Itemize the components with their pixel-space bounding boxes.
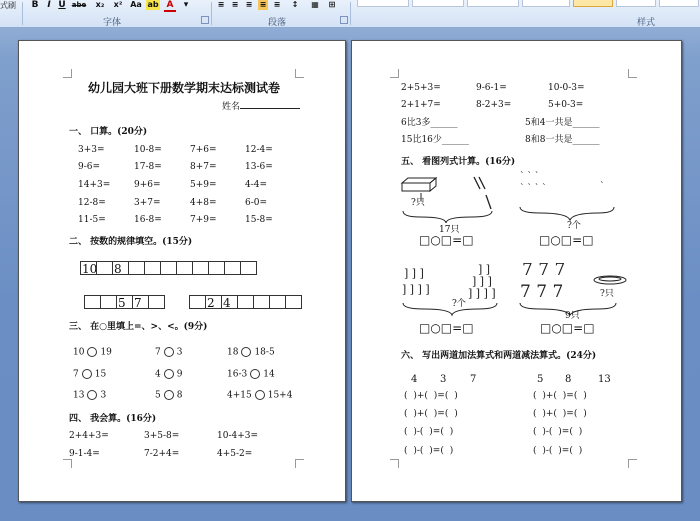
document-page-right [351, 40, 682, 502]
compare-item[interactable] [227, 347, 275, 359]
calc-item[interactable]: 2+1+7= [401, 100, 441, 110]
compare-right: 15+4 [267, 390, 293, 401]
section-3-heading: 三、 在○里填上=、>、<。(9分) [69, 322, 208, 332]
picture-2-question: ?个 [567, 221, 581, 231]
document-page-left [18, 40, 346, 502]
crop-mark [628, 459, 637, 468]
svg-text:] ] ]: ] ] ] [472, 275, 492, 288]
svg-text:] ] ] ]: ] ] ] ] [402, 283, 430, 296]
sequence-cell[interactable] [269, 295, 286, 309]
calc-item[interactable]: 8+7= [190, 162, 217, 172]
calc-item[interactable]: 10-4+3= [217, 431, 259, 441]
compare-circle[interactable] [164, 347, 174, 357]
sequence-cell[interactable] [176, 261, 193, 275]
justify-icon[interactable]: ≡ [259, 0, 267, 9]
calc-item[interactable]: 9+6= [134, 180, 161, 190]
calc-item[interactable]: 15-8= [245, 215, 273, 225]
sequence-cell[interactable] [96, 261, 113, 275]
given-number: 5 [537, 374, 544, 385]
equation-box-3[interactable]: □○□=□ [419, 321, 474, 335]
section-6-heading: 六、 写出两道加法算式和两道减法算式。(24分) [401, 351, 597, 361]
calc-item[interactable]: 13-6= [245, 162, 273, 172]
sequence-cell[interactable] [253, 295, 270, 309]
change-case-button[interactable]: Aa [130, 0, 142, 9]
sequence-cell[interactable] [240, 261, 257, 275]
compare-left: 13 [73, 390, 85, 401]
equation-box-2[interactable]: □○□=□ [539, 233, 594, 247]
superscript-button[interactable]: x² [113, 0, 123, 9]
svg-text:] ] ]: ] ] ] [404, 267, 424, 280]
sequence-cell[interactable]: 10 [82, 262, 98, 276]
compare-circle[interactable] [241, 347, 251, 357]
underline-button[interactable]: U [58, 0, 66, 10]
picture-1-total: 17只 [439, 225, 460, 235]
compare-right: 3 [176, 347, 183, 358]
align-left-icon[interactable]: ≡ [217, 0, 225, 9]
section-2-heading: 二、 按数的规律填空。(15分) [69, 237, 193, 247]
line-spacing-icon[interactable]: ↕ [291, 0, 299, 9]
equation-line[interactable]: ( )+( )=( ) [404, 409, 458, 419]
sequence-cell[interactable] [144, 261, 161, 275]
style-gallery-item[interactable] [659, 0, 699, 7]
picture-4-total: 9只 [565, 311, 580, 321]
equation-line[interactable]: ( )-( )=( ) [404, 446, 454, 456]
given-number: 8 [565, 374, 572, 385]
ribbon-separator [22, 2, 23, 25]
style-gallery-item[interactable] [616, 0, 656, 7]
font-dialog-launcher-icon[interactable] [201, 16, 209, 24]
equation-line[interactable]: ( )-( )=( ) [533, 427, 583, 437]
calc-item[interactable]: 3+3= [78, 145, 105, 155]
crop-mark [295, 69, 304, 78]
calc-item[interactable]: 8-2+3= [476, 100, 512, 110]
equation-line[interactable]: ( )+( )=( ) [533, 409, 587, 419]
sequence-row-2a [85, 295, 165, 309]
sequence-cell[interactable]: 2 [205, 295, 222, 309]
calc-item[interactable]: 3+7= [134, 198, 161, 208]
style-gallery-item[interactable] [412, 0, 464, 7]
char-shading-button[interactable]: ▾ [183, 0, 189, 10]
equation-box-1[interactable]: □○□=□ [419, 233, 474, 247]
sticks-picture [400, 263, 510, 325]
equation-line[interactable]: ( )+( )=( ) [404, 391, 458, 401]
style-gallery-item[interactable] [467, 0, 519, 7]
svg-text:7 7 7: 7 7 7 [522, 263, 566, 280]
bold-button[interactable]: B [31, 0, 39, 10]
sequence-cell[interactable] [160, 261, 177, 275]
font-group-label: 字体 [103, 18, 122, 28]
word-problem[interactable]: 8和8一共是______ [525, 135, 600, 145]
calc-item[interactable]: 6-0= [245, 198, 268, 208]
calc-item[interactable]: 7-2+4= [144, 449, 180, 459]
sequence-row-2b [190, 295, 302, 309]
compare-left: 18 [227, 347, 239, 358]
svg-text:7 7 7: 7 7 7 [520, 282, 564, 302]
compare-item[interactable] [155, 390, 182, 402]
section-1-heading: 一、 口算。(20分) [69, 127, 148, 137]
compare-left: 10 [73, 347, 85, 358]
sequence-cell[interactable] [224, 261, 241, 275]
shading-icon[interactable]: ▦ [311, 0, 319, 9]
style-gallery-item[interactable] [357, 0, 409, 7]
equation-box-4[interactable]: □○□=□ [540, 321, 595, 335]
highlight-button[interactable]: ab [147, 0, 159, 9]
svg-text:] ]: ] ] [478, 263, 491, 276]
compare-right: 9 [176, 369, 183, 380]
compare-right: 18-5 [254, 347, 275, 358]
word-problem[interactable]: 6比3多______ [401, 118, 458, 128]
section-4-heading: 四、 我会算。(16分) [69, 414, 157, 424]
calc-item[interactable]: 9-1-4= [69, 449, 100, 459]
calc-item[interactable]: 4-4= [245, 180, 268, 190]
calc-item[interactable]: 12-8= [78, 198, 106, 208]
calc-item[interactable]: 2+4+3= [69, 431, 109, 441]
given-number: 4 [411, 374, 418, 385]
ribbon-toolbar [0, 0, 700, 28]
calc-item[interactable]: 10-8= [134, 145, 162, 155]
sequence-cell[interactable] [208, 261, 225, 275]
sequence-cell[interactable] [100, 295, 117, 309]
calc-item[interactable]: 12-4= [245, 145, 273, 155]
equation-line[interactable]: ( )-( )=( ) [404, 427, 454, 437]
compare-item[interactable] [155, 347, 182, 359]
given-number: 13 [598, 374, 611, 385]
compare-right: 15 [94, 369, 107, 380]
calc-item[interactable]: 11-5= [78, 215, 106, 225]
compare-item[interactable] [227, 369, 275, 381]
strikethrough-button[interactable]: abe [71, 1, 87, 9]
calc-item[interactable]: 17-8= [134, 162, 162, 172]
compare-left: 5 [155, 390, 161, 401]
calc-item[interactable]: 14+3= [78, 180, 111, 190]
word-problem[interactable]: 5和4一共是______ [525, 118, 600, 128]
equation-line[interactable]: ( )+( )=( ) [533, 391, 587, 401]
align-center-icon[interactable]: ≡ [231, 0, 239, 9]
ribbon-separator [211, 2, 212, 25]
calc-item[interactable]: 7+6= [190, 145, 217, 155]
paragraph-group-label: 段落 [268, 18, 287, 28]
sequence-cell[interactable] [192, 261, 209, 275]
compare-circle[interactable] [87, 390, 97, 400]
compare-item[interactable] [227, 390, 292, 402]
crop-mark [295, 459, 304, 468]
sequence-cell[interactable]: 5 [116, 295, 133, 309]
format-painter-label[interactable]: 式刷 [0, 1, 16, 10]
calc-item[interactable]: 3+5-8= [144, 431, 180, 441]
calc-item[interactable]: 7+9= [190, 215, 217, 225]
svg-text:] ] ] ]: ] ] ] ] [468, 287, 496, 300]
align-right-icon[interactable]: ≡ [245, 0, 253, 9]
calc-item[interactable]: 4+5-2= [217, 449, 253, 459]
word-problem[interactable]: 15比16少______ [401, 135, 469, 145]
picture-3-question: ?个 [452, 299, 466, 309]
compare-circle[interactable] [164, 390, 174, 400]
calc-item[interactable]: 5+0-3= [548, 100, 584, 110]
calc-item[interactable]: 10-0-3= [548, 83, 585, 93]
given-number: 7 [470, 374, 477, 385]
calc-item[interactable]: 5+9= [190, 180, 217, 190]
sequence-cell[interactable] [189, 295, 206, 309]
sequence-cell[interactable] [84, 295, 101, 309]
given-number: 3 [440, 374, 447, 385]
compare-right: 19 [100, 347, 112, 358]
sequence-cell[interactable] [237, 295, 254, 309]
paragraph-dialog-launcher-icon[interactable] [340, 16, 348, 24]
compare-right: 14 [263, 369, 275, 380]
compare-item[interactable] [73, 390, 106, 402]
sequence-cell[interactable] [285, 295, 302, 309]
calc-item[interactable]: 9-6-1= [476, 83, 507, 93]
svg-text:ˋ: ˋ [600, 182, 605, 192]
compare-right: 8 [176, 390, 183, 401]
distribute-icon[interactable]: ≡ [273, 0, 281, 9]
compare-circle[interactable] [250, 369, 260, 379]
compare-left: 7 [155, 347, 161, 358]
equation-line[interactable]: ( )-( )=( ) [533, 446, 583, 456]
style-gallery-selected[interactable] [573, 0, 613, 7]
sequence-cell[interactable] [148, 295, 165, 309]
crop-mark [628, 69, 637, 78]
subscript-button[interactable]: x₂ [95, 0, 105, 9]
crop-mark [390, 459, 399, 468]
compare-circle[interactable] [87, 347, 97, 357]
compare-circle[interactable] [82, 369, 92, 379]
calc-item[interactable]: 4+8= [190, 198, 217, 208]
sequence-cell[interactable] [128, 261, 145, 275]
svg-text:ˋ ˋ ˋ: ˋ ˋ ˋ [520, 172, 540, 182]
compare-item[interactable] [73, 347, 112, 359]
svg-text:ˋ ˋ ˋ ˋ: ˋ ˋ ˋ ˋ [520, 184, 547, 194]
compare-item[interactable] [73, 369, 106, 381]
crop-mark [63, 69, 72, 78]
compare-left: 16-3 [227, 369, 248, 380]
calc-item[interactable]: 16-8= [134, 215, 162, 225]
page-title: 幼儿园大班下册数学期末达标测试卷 [88, 81, 281, 95]
section-5-heading: 五、 看图列式计算。(16分) [401, 157, 516, 167]
compare-left: 4+15 [227, 390, 252, 401]
crop-mark [63, 459, 72, 468]
calc-item[interactable]: 2+5+3= [401, 83, 441, 93]
compare-circle[interactable] [164, 369, 174, 379]
picture-4-question: ?只 [600, 289, 614, 299]
compare-left: 4 [155, 369, 161, 380]
compare-item[interactable] [155, 369, 182, 381]
calc-item[interactable]: 9-6= [78, 162, 101, 172]
ribbon-separator [350, 2, 351, 25]
crop-mark [390, 69, 399, 78]
style-gallery-item[interactable] [522, 0, 570, 7]
compare-left: 7 [73, 369, 79, 380]
font-color-button[interactable]: A [164, 0, 176, 12]
borders-icon[interactable]: ⊞ [328, 0, 336, 9]
sequence-cell[interactable]: 4 [221, 295, 238, 309]
compare-right: 3 [100, 390, 107, 401]
compare-circle[interactable] [255, 390, 265, 400]
name-field[interactable]: 姓名 [222, 100, 300, 113]
sequence-cell[interactable]: 7 [132, 295, 149, 309]
picture-1-question: ?只 [411, 198, 425, 208]
sequence-row-1 [81, 261, 257, 275]
styles-group-label: 样式 [637, 18, 656, 28]
italic-button[interactable]: I [47, 0, 51, 10]
sequence-cell[interactable]: 8 [112, 261, 129, 275]
